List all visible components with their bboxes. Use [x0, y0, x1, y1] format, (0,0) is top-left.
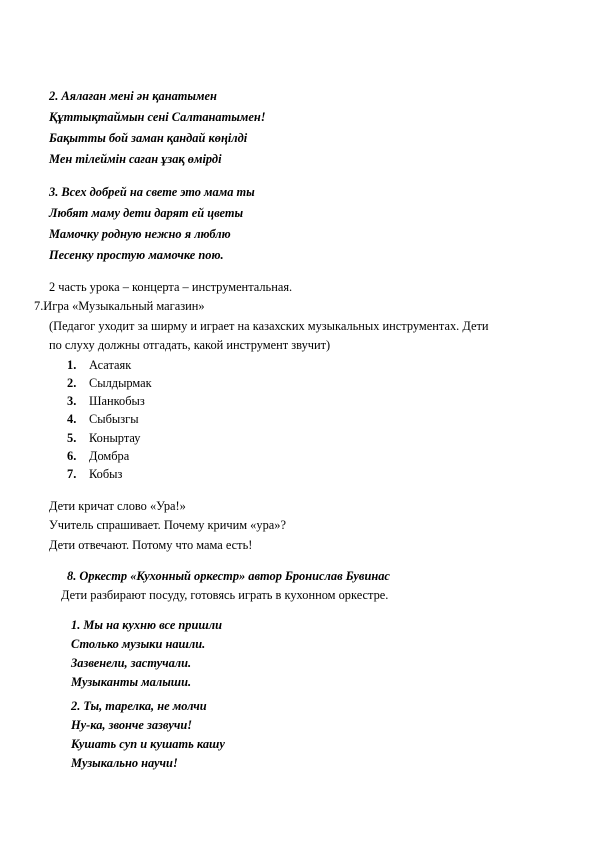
instrument-name: Домбра — [89, 449, 130, 463]
orchestra-verse2-line: Ну-ка, звонче зазвучи! — [71, 718, 193, 732]
part2-heading: 2 часть урока – концерта – инструментальная. — [49, 280, 293, 294]
instrument-name: Сыбызгы — [89, 412, 139, 426]
instrument-item — [67, 394, 145, 409]
instrument-number: 4. — [67, 412, 77, 426]
verse3-ru-line: Песенку простую мамочке пою. — [49, 248, 224, 262]
instrument-name: Асатаяк — [89, 358, 132, 372]
instrument-number: 2. — [67, 376, 77, 390]
instrument-name: Сылдырмак — [89, 376, 152, 390]
orchestra-verse1-line: Музыканты малыши. — [71, 675, 192, 689]
orchestra-verse2-line: Музыкально научи! — [71, 756, 178, 770]
instrument-number: 3. — [67, 394, 77, 408]
verse2-kz-line: Мен тілеймін саған ұзақ өмірді — [49, 152, 222, 166]
instrument-item — [67, 358, 131, 373]
instrument-number: 1. — [67, 358, 77, 372]
orchestra-verse2-line: 2. Ты, тарелка, не молчи — [71, 699, 207, 713]
orchestra-desc: Дети разбирают посуду, готовясь играть в кухонном оркестре. — [61, 588, 389, 602]
orchestra-verse1-line: Столько музыки нашли. — [71, 637, 206, 651]
dialog-line: Дети отвечают. Потому что мама есть! — [49, 538, 253, 552]
instrument-name: Коныртау — [89, 431, 141, 445]
verse3-ru-line: Мамочку родную нежно я люблю — [49, 227, 231, 241]
game-note-line1: (Педагог уходит за ширму и играет на казахских музыкальных инструментах. Дети — [49, 319, 489, 333]
game-note-line2: по слуху должны отгадать, какой инструмент звучит) — [49, 338, 331, 352]
instrument-item — [67, 412, 139, 427]
verse2-kz-line: 2. Аялаған мені ән қанатымен — [49, 89, 217, 103]
orchestra-verse2-line: Кушать суп и кушать кашу — [71, 737, 225, 751]
orchestra-verse1-line: 1. Мы на кухню все пришли — [71, 618, 222, 632]
dialog-line: Учитель спрашивает. Почему кричим «ура»? — [49, 518, 286, 532]
verse2-kz-line: Құттықтаймын сені Салтанатымен! — [49, 110, 266, 124]
instrument-item — [67, 431, 140, 446]
instrument-name: Кобыз — [89, 467, 123, 481]
verse3-ru-line: 3. Всех добрей на свете это мама ты — [49, 185, 255, 199]
instrument-number: 5. — [67, 431, 77, 445]
instrument-item — [67, 449, 129, 464]
verse2-kz-line: Бақытты бой заман қандай көңілді — [49, 131, 248, 145]
verse3-ru-line: Любят маму дети дарят ей цветы — [49, 206, 244, 220]
orchestra-verse1-line: Зазвенели, застучали. — [71, 656, 192, 670]
dialog-line: Дети кричат слово «Ура!» — [49, 499, 186, 513]
instrument-item — [67, 376, 152, 391]
game-title: 7.Игра «Музыкальный магазин» — [34, 299, 205, 313]
instrument-item — [67, 467, 122, 482]
instrument-name: Шанкобыз — [89, 394, 145, 408]
instrument-number: 6. — [67, 449, 77, 463]
instrument-number: 7. — [67, 467, 77, 481]
orchestra-title: 8. Оркестр «Кухонный оркестр» автор Бронислав Бувинас — [67, 569, 390, 583]
